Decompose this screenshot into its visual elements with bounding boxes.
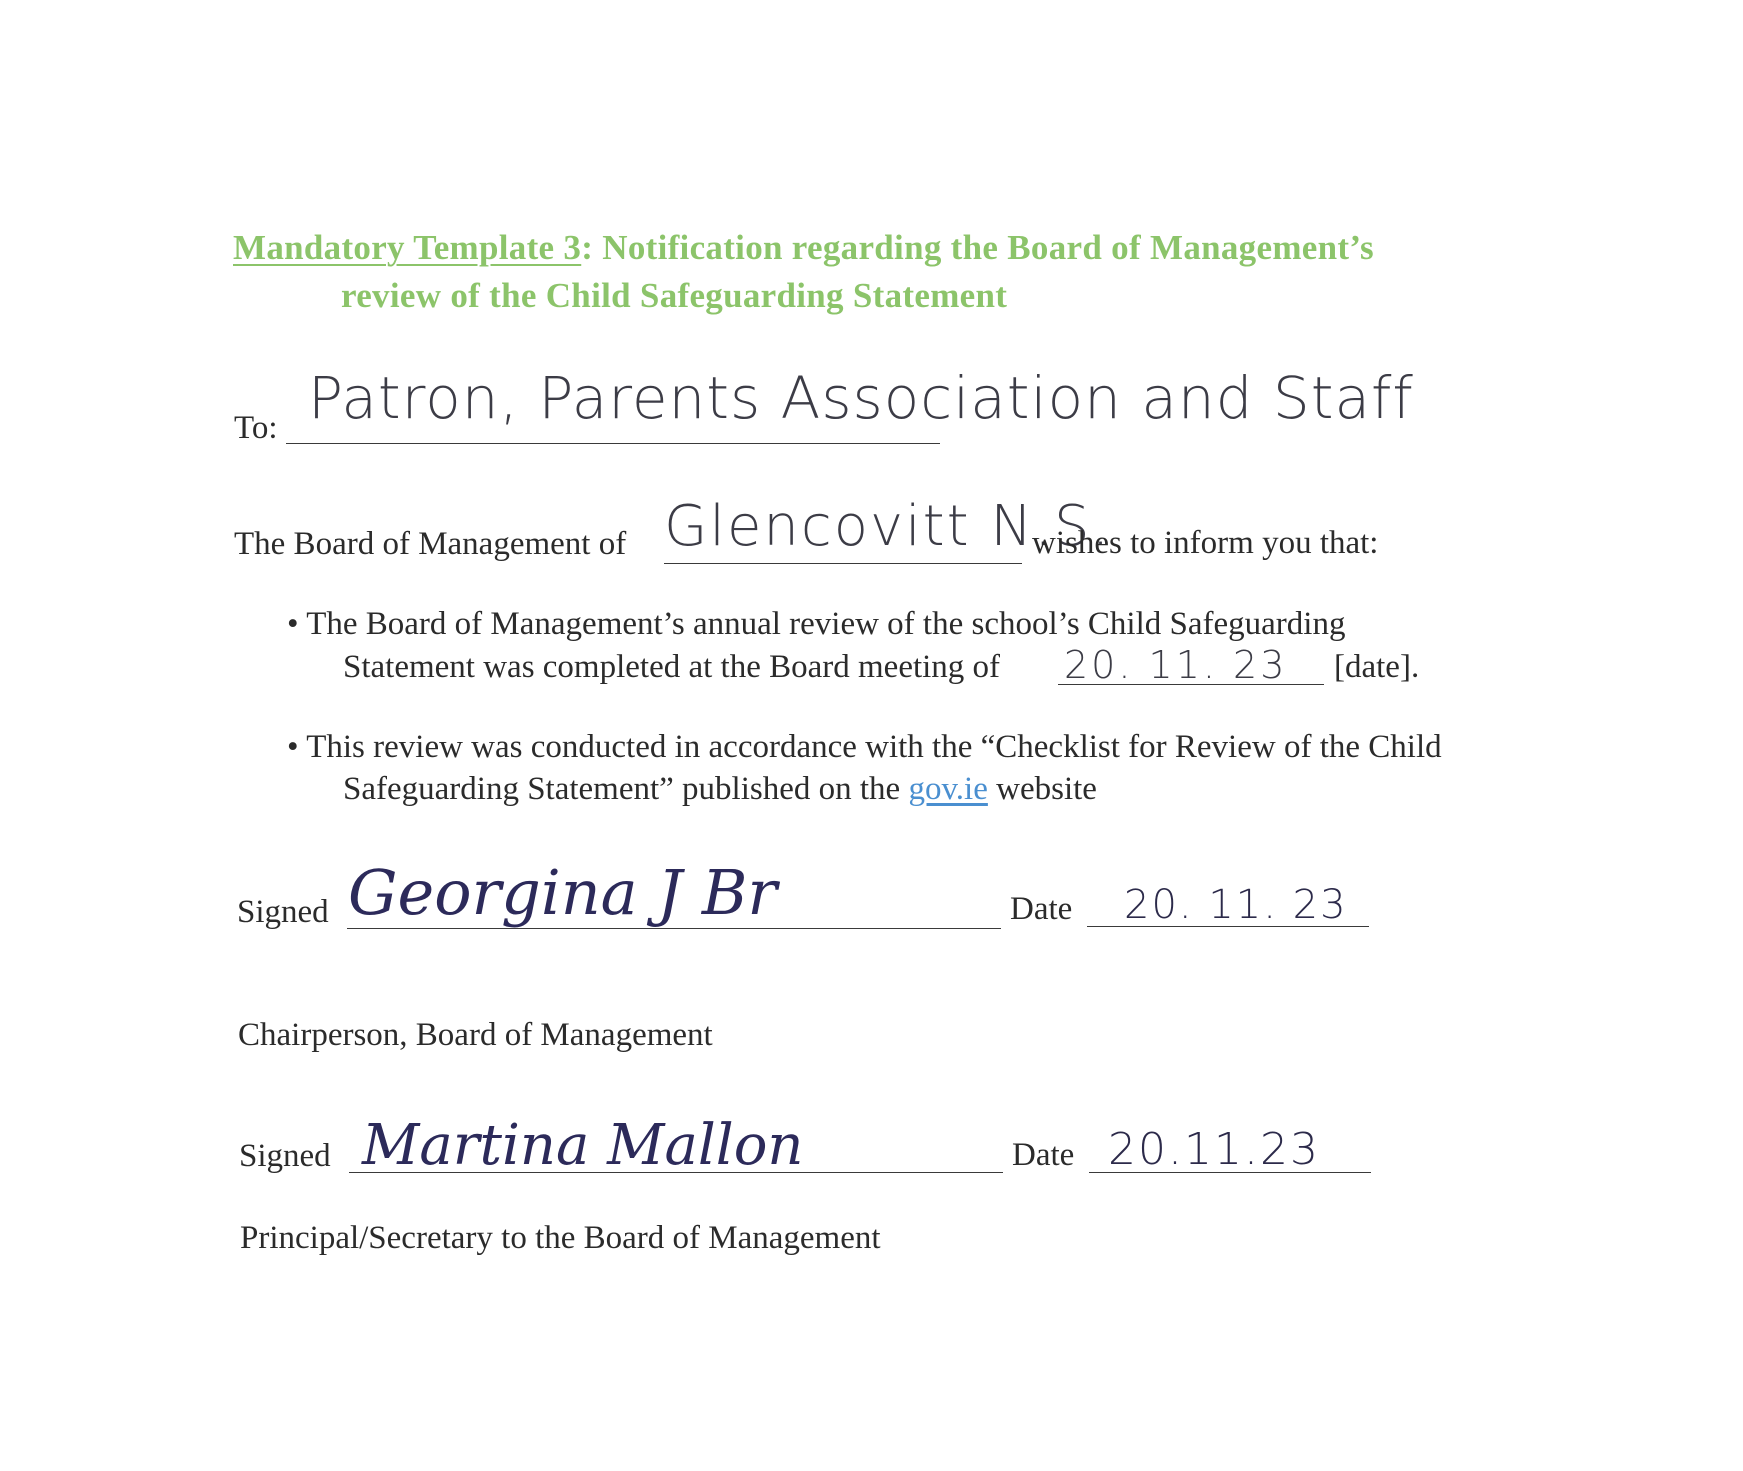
to-underline bbox=[286, 443, 940, 444]
chair-role: Chairperson, Board of Management bbox=[238, 1017, 713, 1053]
to-recipients-handwritten: Patron, Parents Association and Staff bbox=[308, 364, 1414, 432]
title-template-number: Mandatory Template 3 bbox=[233, 228, 582, 267]
principal-signature-handwritten: Martina Mallon bbox=[362, 1113, 804, 1178]
meeting-date-handwritten: 20. 11. 23 bbox=[1064, 643, 1288, 687]
title-line1-rest: : Notification regarding the Board of Management’s bbox=[581, 228, 1374, 267]
school-name-underline bbox=[664, 563, 1022, 564]
signed-label-chair: Signed bbox=[237, 894, 329, 930]
bullet-dot: • bbox=[287, 729, 299, 765]
document-title bbox=[233, 228, 1374, 268]
chair-date-handwritten: 20. 11. 23 bbox=[1124, 882, 1348, 928]
govie-link[interactable]: gov.ie bbox=[908, 771, 988, 807]
date-label-chair: Date bbox=[1010, 891, 1073, 927]
school-name-handwritten: Glencovitt N.S. bbox=[664, 494, 1112, 559]
bullet-2-line2-prefix: Safeguarding Statement” published on the bbox=[343, 771, 901, 807]
to-label: To: bbox=[234, 410, 278, 446]
bullet-1-line2-prefix: Statement was completed at the Board meeting of bbox=[343, 649, 1001, 685]
bullet-1-line2-suffix: [date]. bbox=[1334, 649, 1420, 685]
bullet-2-line2-suffix: website bbox=[996, 771, 1097, 807]
date-label-principal: Date bbox=[1012, 1137, 1075, 1173]
board-suffix: wishes to inform you that: bbox=[1032, 525, 1379, 561]
bullet-2-line2 bbox=[343, 771, 1097, 808]
principal-role: Principal/Secretary to the Board of Management bbox=[240, 1220, 881, 1256]
bullet-dot: • bbox=[287, 606, 299, 642]
bullet-2-text: This review was conducted in accordance with the “Checklist for Review of the Child bbox=[306, 729, 1442, 765]
bullet-1-text: The Board of Management’s annual review of the school’s Child Safeguarding bbox=[306, 606, 1346, 642]
document-title-line2: review of the Child Safeguarding Statement bbox=[341, 276, 1008, 315]
chair-signature-handwritten: Georgina J Br bbox=[348, 856, 778, 929]
principal-date-handwritten: 20.11.23 bbox=[1108, 1124, 1320, 1175]
board-prefix: The Board of Management of bbox=[234, 526, 627, 562]
bullet-1-line1 bbox=[287, 606, 1345, 643]
bullet-2-line1 bbox=[287, 729, 1442, 766]
signed-label-principal: Signed bbox=[239, 1138, 331, 1174]
